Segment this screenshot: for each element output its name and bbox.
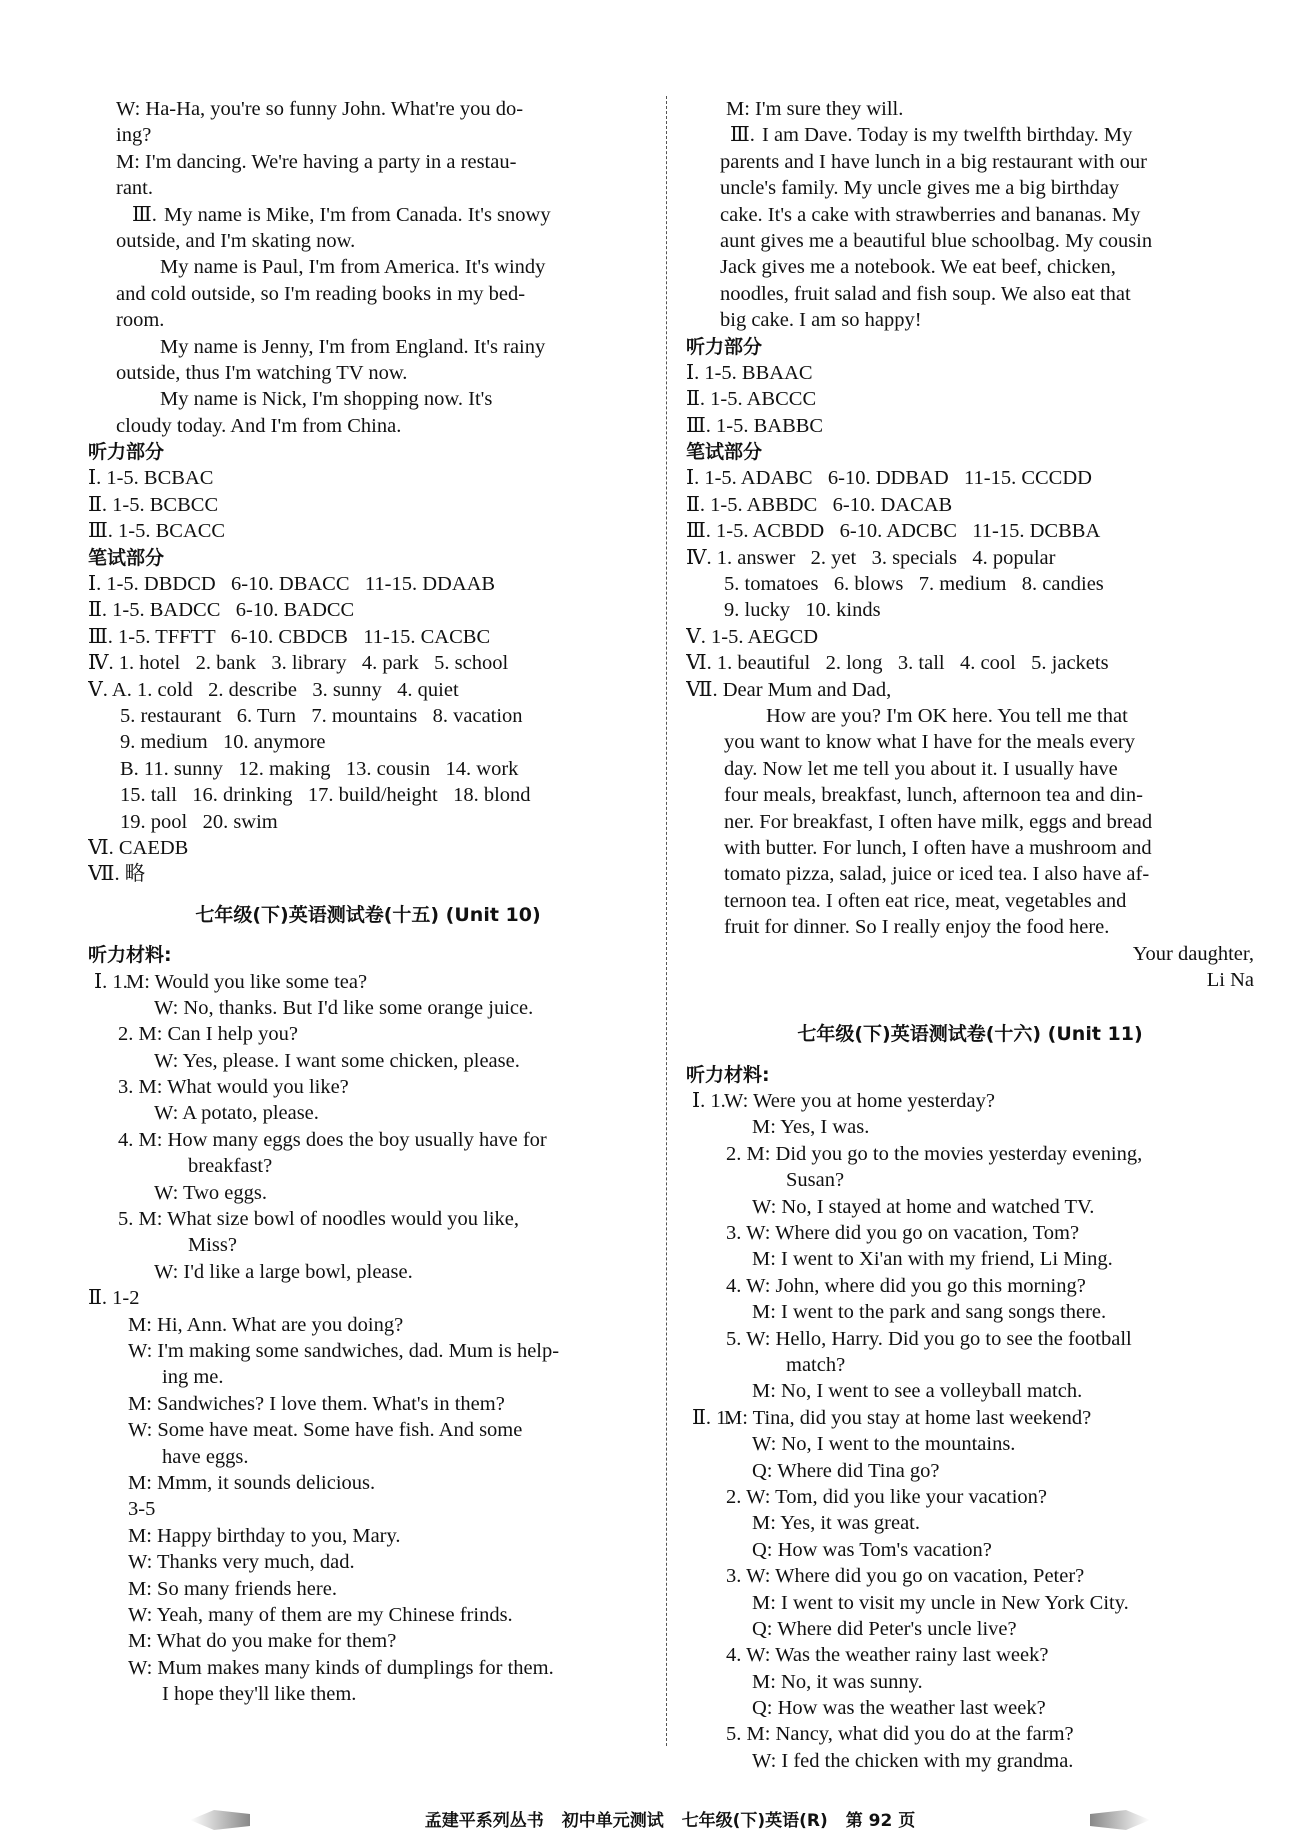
line-text: four meals, breakfast, lunch, afternoon tea and din-	[724, 784, 1143, 807]
line-text: big cake. I am so happy!	[720, 309, 922, 332]
line-text: M: I'm dancing. We're having a party in a restau-	[116, 150, 517, 173]
line-text: W: I'm making some sandwiches, dad. Mum is help-	[128, 1339, 560, 1362]
text-line	[686, 1695, 1254, 1721]
text-line	[686, 1167, 1254, 1193]
text-line	[686, 1537, 1254, 1563]
text-line	[88, 571, 648, 597]
text-line	[686, 914, 1254, 940]
line-text: you want to know what I have for the meals every	[724, 731, 1136, 754]
line-text: day. Now let me tell you about it. I usually have	[724, 757, 1118, 780]
text-line	[686, 1431, 1254, 1457]
line-text: Susan?	[786, 1169, 845, 1192]
line-text: 2. M: Can I help you?	[118, 1023, 298, 1046]
line-text: How are you? I'm OK here. You tell me that	[766, 704, 1128, 727]
text-line	[88, 386, 648, 412]
line-text: Miss?	[188, 1234, 237, 1257]
text-line	[88, 1391, 648, 1417]
line-text: W: Were you at home yesterday?	[724, 1090, 996, 1113]
line-text: Ⅱ. 1-2	[88, 1287, 140, 1310]
line-text: outside, and I'm skating now.	[116, 229, 356, 252]
text-line	[686, 149, 1254, 175]
text-line	[686, 941, 1254, 967]
line-text: My name is Paul, I'm from America. It's windy	[160, 256, 546, 279]
line-text: Ⅳ. 1. answer 2. yet 3. specials 4. popular	[686, 546, 1056, 569]
text-line	[88, 1523, 648, 1549]
text-line	[88, 1470, 648, 1496]
line-text: have eggs.	[162, 1445, 249, 1468]
text-line	[88, 1364, 648, 1390]
text-line	[686, 1352, 1254, 1378]
section-title: 七年级(下)英语测试卷(十六) (Unit 11)	[797, 1023, 1143, 1046]
text-line	[88, 518, 648, 544]
line-text: W: Two eggs.	[154, 1181, 268, 1204]
line-text: W: Thanks very much, dad.	[128, 1551, 355, 1574]
text-line	[88, 1444, 648, 1470]
text-line	[686, 1299, 1254, 1325]
line-text: outside, thus I'm watching TV now.	[116, 361, 408, 384]
line-text: noodles, fruit salad and fish soup. We also eat that	[720, 282, 1131, 305]
text-line	[686, 1141, 1254, 1167]
text-line	[88, 254, 648, 280]
line-text: Ⅲ. 1-5. ACBDD 6-10. ADCBC 11-15. DCBBA	[686, 520, 1101, 543]
text-line	[686, 1616, 1254, 1642]
text-line	[686, 1273, 1254, 1299]
line-text: Q: Where did Tina go?	[752, 1459, 940, 1482]
line-text: M: Sandwiches? I love them. What's in them?	[128, 1392, 505, 1415]
line-text: My name is Jenny, I'm from England. It's rainy	[160, 335, 546, 358]
line-text: 5. restaurant 6. Turn 7. mountains 8. vacation	[120, 704, 523, 727]
text-line	[686, 1510, 1254, 1536]
text-line	[686, 281, 1254, 307]
text-line	[686, 1194, 1254, 1220]
line-text: M: Tina, did you stay at home last weekend?	[724, 1406, 1092, 1429]
item-number: Ⅰ. 1.	[692, 1090, 726, 1113]
text-line	[88, 1496, 648, 1522]
text-line	[88, 1021, 648, 1047]
line-text: W: Some have meat. Some have fish. And some	[128, 1419, 523, 1442]
line-text: W: A potato, please.	[154, 1102, 319, 1125]
text-line	[686, 1246, 1254, 1272]
line-text: M: Hi, Ann. What are you doing?	[128, 1313, 404, 1336]
text-line	[88, 1153, 648, 1179]
text-line	[88, 202, 648, 228]
left-arrow-decoration	[190, 1810, 250, 1830]
text-line	[686, 1220, 1254, 1246]
line-text: rant.	[116, 177, 153, 200]
text-line	[88, 1655, 648, 1681]
line-text: W: Yes, please. I want some chicken, please.	[154, 1049, 520, 1072]
text-line	[88, 175, 648, 201]
text-line	[686, 465, 1254, 491]
line-text: 19. pool 20. swim	[120, 810, 278, 833]
text-line	[88, 861, 648, 887]
text-line	[686, 1590, 1254, 1616]
line-text: Ⅴ. 1-5. AEGCD	[686, 625, 819, 648]
line-text: B. 11. sunny 12. making 13. cousin 14. work	[120, 757, 519, 780]
line-text: I hope they'll like them.	[162, 1683, 357, 1706]
line-text: I am Dave. Today is my twelfth birthday. My	[762, 124, 1133, 147]
text-line	[88, 1628, 648, 1654]
text-line	[88, 1048, 648, 1074]
text-line	[88, 1259, 648, 1285]
line-text: 3-5	[128, 1498, 156, 1521]
line-text: 3. W: Where did you go on vacation, Peter?	[726, 1565, 1085, 1588]
line-text: M: I went to the park and sang songs there.	[752, 1301, 1107, 1324]
section-heading: 笔试部分	[686, 441, 763, 464]
line-text: Ⅲ. 1-5. TFFTT 6-10. CBDCB 11-15. CACBC	[88, 625, 491, 648]
line-text: 4. W: John, where did you go this morning?	[726, 1274, 1086, 1297]
line-text: My name is Nick, I'm shopping now. It's	[160, 388, 493, 411]
line-text: Ⅰ. 1-5. BCBAC	[88, 467, 214, 490]
text-line	[686, 835, 1254, 861]
text-line	[686, 545, 1254, 571]
line-text: My name is Mike, I'm from Canada. It's snowy	[164, 203, 551, 226]
line-text: Q: Where did Peter's uncle live?	[752, 1617, 1017, 1640]
line-text: M: Would you like some tea?	[126, 970, 368, 993]
line-text: ternoon tea. I often eat rice, meat, vegetables and	[724, 889, 1127, 912]
text-line	[88, 1576, 648, 1602]
line-text: W: Mum makes many kinds of dumplings for them.	[128, 1656, 554, 1679]
line-text: 9. medium 10. anymore	[120, 731, 326, 754]
text-line	[88, 597, 648, 623]
line-text: M: Yes, it was great.	[752, 1512, 920, 1535]
text-line	[686, 624, 1254, 650]
text-line	[686, 360, 1254, 386]
text-line	[686, 1642, 1254, 1668]
item-number: Ⅱ. 1.	[692, 1406, 732, 1429]
text-line	[88, 492, 648, 518]
line-text: cloudy today. And I'm from China.	[116, 414, 402, 437]
line-text: 4. M: How many eggs does the boy usually have for	[118, 1128, 547, 1151]
line-text: ing?	[116, 124, 152, 147]
text-line	[88, 969, 648, 995]
text-line	[88, 281, 648, 307]
line-text: Jack gives me a notebook. We eat beef, chicken,	[720, 256, 1116, 279]
line-text: breakfast?	[188, 1155, 273, 1178]
line-text: with butter. For lunch, I often have a mushroom and	[724, 836, 1152, 859]
text-line	[686, 518, 1254, 544]
line-text: Ⅲ. 1-5. BCACC	[88, 520, 226, 543]
text-line	[88, 995, 648, 1021]
text-line	[686, 307, 1254, 333]
line-text: Ⅴ. A. 1. cold 2. describe 3. sunny 4. quiet	[88, 678, 459, 701]
text-line	[88, 835, 648, 861]
text-line	[88, 1417, 648, 1443]
text-line	[686, 1378, 1254, 1404]
section-heading: 听力部分	[686, 335, 763, 358]
text-line	[88, 1549, 648, 1575]
text-line	[88, 1127, 648, 1153]
text-line	[88, 465, 648, 491]
column-divider	[666, 96, 667, 1746]
line-text: Ⅰ. 1-5. ADABC 6-10. DDBAD 11-15. CCCDD	[686, 467, 1092, 490]
line-text: ing me.	[162, 1366, 224, 1389]
item-number: Ⅰ. 1.	[94, 970, 128, 993]
text-line	[686, 1721, 1254, 1747]
text-line	[88, 96, 648, 122]
line-text: and cold outside, so I'm reading books in my bed-	[116, 282, 526, 305]
line-text: Ⅰ. 1-5. BBAAC	[686, 361, 813, 384]
line-text: W: I fed the chicken with my grandma.	[752, 1749, 1074, 1772]
line-text: aunt gives me a beautiful blue schoolbag. My cousin	[720, 229, 1153, 252]
text-line	[686, 122, 1254, 148]
line-text: W: No, I stayed at home and watched TV.	[752, 1195, 1095, 1218]
text-line	[686, 703, 1254, 729]
text-line	[88, 1681, 648, 1707]
text-line	[88, 149, 648, 175]
page-footer	[190, 1808, 1150, 1834]
line-text: M: No, I went to see a volleyball match.	[752, 1380, 1083, 1403]
line-text: M: Mmm, it sounds delicious.	[128, 1471, 376, 1494]
line-text: Ⅳ. 1. hotel 2. bank 3. library 4. park 5. school	[88, 652, 509, 675]
footer-series: 孟建平系列丛书	[424, 1811, 544, 1831]
text-line	[88, 1285, 648, 1311]
text-line	[686, 809, 1254, 835]
text-line	[686, 96, 1254, 122]
text-line	[686, 650, 1254, 676]
text-line	[88, 360, 648, 386]
line-text: fruit for dinner. So I really enjoy the food here.	[724, 916, 1110, 939]
text-line	[88, 729, 648, 755]
line-text: M: I went to Xi'an with my friend, Li Ming.	[752, 1248, 1113, 1271]
text-line	[88, 1180, 648, 1206]
line-text: Ⅱ. 1-5. BADCC 6-10. BADCC	[88, 599, 355, 622]
text-line	[88, 1232, 648, 1258]
line-text: Ⅱ. 1-5. ABBDC 6-10. DACAB	[686, 493, 953, 516]
line-text: M: I'm sure they will.	[726, 98, 904, 120]
line-text: W: Yeah, many of them are my Chinese frinds.	[128, 1603, 513, 1626]
text-line	[686, 413, 1254, 439]
text-line	[88, 1602, 648, 1628]
section-title: 七年级(下)英语测试卷(十五) (Unit 10)	[195, 903, 541, 926]
line-text: Li Na	[1206, 968, 1254, 991]
line-text: 3. M: What would you like?	[118, 1076, 349, 1099]
text-line	[686, 492, 1254, 518]
line-text: Ⅶ. Dear Mum and Dad,	[686, 678, 892, 701]
line-text: uncle's family. My uncle gives me a big birthday	[720, 177, 1120, 200]
text-line	[686, 1088, 1254, 1114]
line-text: room.	[116, 309, 165, 332]
footer-page-number: 第 92 页	[845, 1811, 916, 1831]
text-line	[686, 967, 1254, 993]
text-line	[686, 386, 1254, 412]
text-line	[88, 122, 648, 148]
text-line	[88, 756, 648, 782]
text-line	[88, 782, 648, 808]
text-line	[686, 782, 1254, 808]
line-text: 2. W: Tom, did you like your vacation?	[726, 1485, 1048, 1508]
line-text: W: No, thanks. But I'd like some orange juice.	[154, 996, 534, 1019]
text-line	[686, 1484, 1254, 1510]
line-text: M: Yes, I was.	[752, 1116, 870, 1139]
text-line	[686, 729, 1254, 755]
line-text: tomato pizza, salad, juice or iced tea. I also have af-	[724, 863, 1150, 886]
line-text: Ⅱ. 1-5. ABCCC	[686, 388, 817, 411]
text-line	[686, 254, 1254, 280]
line-text: 5. tomatoes 6. blows 7. medium 8. candies	[724, 573, 1104, 596]
line-text: M: I went to visit my uncle in New York City.	[752, 1591, 1129, 1614]
line-text: 5. M: What size bowl of noodles would you like,	[118, 1208, 520, 1231]
text-line	[88, 650, 648, 676]
line-text: 4. W: Was the weather rainy last week?	[726, 1644, 1049, 1667]
line-text: W: No, I went to the mountains.	[752, 1433, 1016, 1456]
right-arrow-decoration	[1090, 1810, 1150, 1830]
line-text: M: Happy birthday to you, Mary.	[128, 1524, 401, 1547]
line-text: Ⅵ. 1. beautiful 2. long 3. tall 4. cool 5. jackets	[686, 652, 1109, 675]
left-column	[88, 96, 648, 1707]
section-heading: 听力材料:	[88, 944, 172, 967]
text-line	[686, 1405, 1254, 1431]
text-line	[686, 888, 1254, 914]
text-line	[686, 597, 1254, 623]
text-line	[88, 413, 648, 439]
line-text: Ⅲ. 1-5. BABBC	[686, 414, 824, 437]
text-line	[686, 571, 1254, 597]
text-line	[88, 307, 648, 333]
text-line	[88, 1338, 648, 1364]
item-number: Ⅲ.	[730, 124, 755, 147]
text-line	[686, 175, 1254, 201]
line-text: M: What do you make for them?	[128, 1630, 397, 1653]
footer-book: 初中单元测试	[561, 1811, 664, 1831]
text-line	[686, 677, 1254, 703]
line-text: match?	[786, 1353, 846, 1376]
text-line	[686, 1114, 1254, 1140]
section-heading: 笔试部分	[88, 546, 165, 569]
line-text: 5. M: Nancy, what did you do at the farm?	[726, 1723, 1074, 1746]
text-line	[88, 677, 648, 703]
item-number: Ⅲ.	[132, 203, 157, 226]
line-text: M: So many friends here.	[128, 1577, 337, 1600]
line-text: Your daughter,	[1132, 942, 1254, 965]
text-line	[88, 228, 648, 254]
line-text: ner. For breakfast, I often have milk, eggs and bread	[724, 810, 1153, 833]
line-text: 5. W: Hello, Harry. Did you go to see the football	[726, 1327, 1132, 1350]
line-text: W: I'd like a large bowl, please.	[154, 1260, 413, 1283]
line-text: M: No, it was sunny.	[752, 1670, 923, 1693]
text-line	[88, 334, 648, 360]
text-line	[686, 1748, 1254, 1774]
line-text: Ⅰ. 1-5. DBDCD 6-10. DBACC 11-15. DDAAB	[88, 573, 496, 596]
text-line	[88, 624, 648, 650]
text-line	[88, 1206, 648, 1232]
right-column	[686, 96, 1254, 1774]
line-text: Ⅵ. CAEDB	[88, 836, 189, 859]
line-text: cake. It's a cake with strawberries and bananas. My	[720, 203, 1141, 226]
text-line	[88, 1100, 648, 1126]
line-text: parents and I have lunch in a big restaurant with our	[720, 150, 1147, 173]
line-text: 15. tall 16. drinking 17. build/height 18. blond	[120, 784, 531, 807]
text-line	[88, 1312, 648, 1338]
section-heading: 听力材料:	[686, 1063, 770, 1086]
text-line	[686, 1458, 1254, 1484]
text-line	[88, 1074, 648, 1100]
line-text: Ⅶ. 略	[88, 863, 146, 886]
section-heading: 听力部分	[88, 441, 165, 464]
text-line	[686, 1326, 1254, 1352]
footer-grade: 七年级(下)英语(R)	[681, 1811, 828, 1831]
text-line	[686, 228, 1254, 254]
text-line	[88, 703, 648, 729]
line-text: 2. M: Did you go to the movies yesterday evening,	[726, 1142, 1143, 1165]
text-line	[686, 202, 1254, 228]
line-text: W: Ha-Ha, you're so funny John. What're you do-	[116, 98, 524, 120]
line-text: Q: How was Tom's vacation?	[752, 1538, 992, 1561]
line-text: 3. W: Where did you go on vacation, Tom?	[726, 1222, 1080, 1245]
text-line	[686, 861, 1254, 887]
line-text: Q: How was the weather last week?	[752, 1697, 1046, 1720]
text-line	[686, 1669, 1254, 1695]
text-line	[686, 756, 1254, 782]
line-text: 9. lucky 10. kinds	[724, 599, 881, 622]
spacer	[686, 993, 1254, 1007]
text-line	[88, 809, 648, 835]
text-line	[686, 1563, 1254, 1589]
line-text: Ⅱ. 1-5. BCBCC	[88, 493, 219, 516]
